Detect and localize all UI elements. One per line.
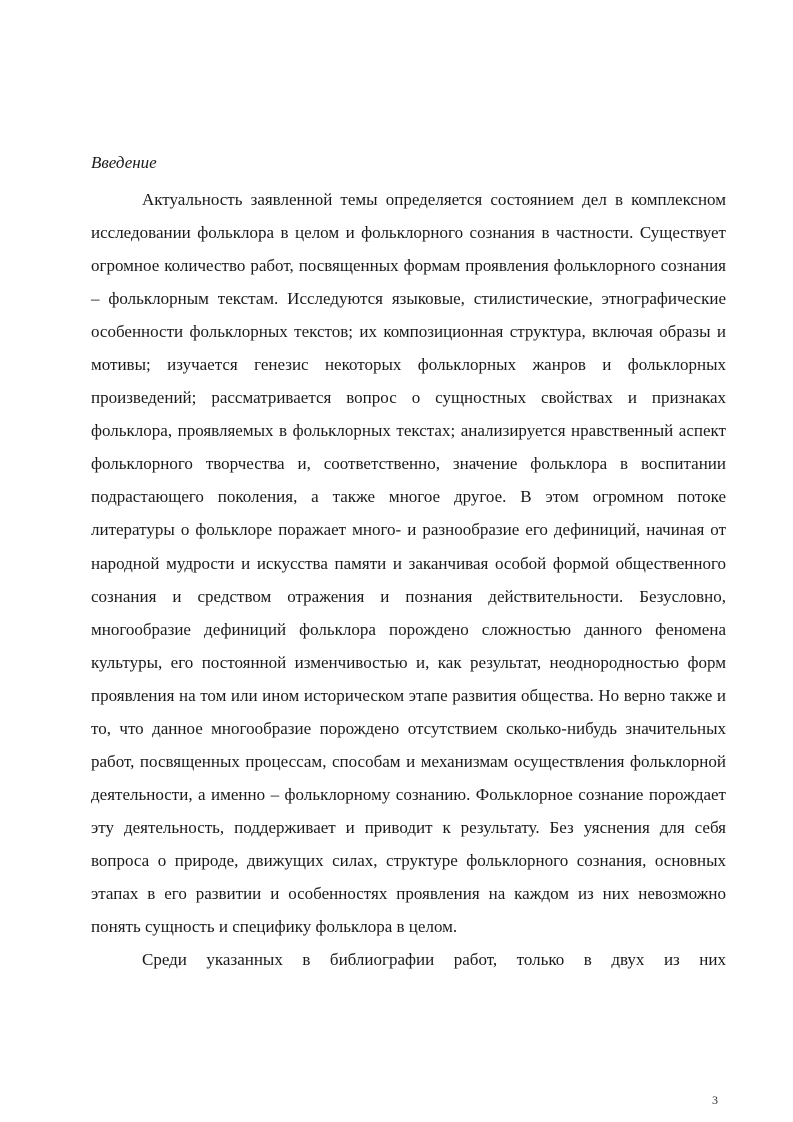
paragraph-1: Актуальность заявленной темы определяется состоянием дел в комплексном исследовании фольклора в целом и фольклорного сознания в частности. Существует огромное количество работ, посвященных формам проявления фольклорного сознания – фольклорным текстам. Исследуются языковые, стилистические, этнографические особенности фольклорных текстов; их композиционная структура, включая образы и мотивы; изучается генезис некоторых фольклорных жанров и фольклорных произведений; рассматривается вопрос о сущностных свойствах и признаках фольклора, проявляемых в фольклорных текстах; анализируется нравственный аспект фольклорного творчества и, соответственно, значение фольклора в воспитании подрастающего поколения, а также многое другое. В этом огромном потоке литературы о фольклоре поражает много- и разнообразие его дефиниций, начиная от народной мудрости и искусства памяти и заканчивая особой формой общественного сознания и средством отражения и познания действительности. Безусловно, многообразие дефиниций фольклора порождено сложностью данного феномена культуры, его постоянной изменчивостью и, как результат, неоднородностью форм проявления на том или ином историческом этапе развития общества. Но верно также и то, что данное многообразие порождено отсутствием сколько-нибудь значительных работ, посвященных процессам, способам и механизмам осуществления фольклорной деятельности, а именно – фольклорному сознанию. Фольклорное сознание порождает эту деятельность, поддерживает и приводит к результату. Без уяснения для себя вопроса о природе, движущих силах, структуре фольклорного сознания, основных этапах в его развитии и особенностях проявления на каждом из них невозможно понять сущность и специфику фольклора в целом. <box>91 190 726 937</box>
page-number: 3 <box>712 1093 718 1107</box>
section-title: Введение <box>91 153 157 172</box>
body-text <box>91 183 726 976</box>
paragraph-2: Среди указанных в библиографии работ, только в двух из них <box>142 950 726 970</box>
